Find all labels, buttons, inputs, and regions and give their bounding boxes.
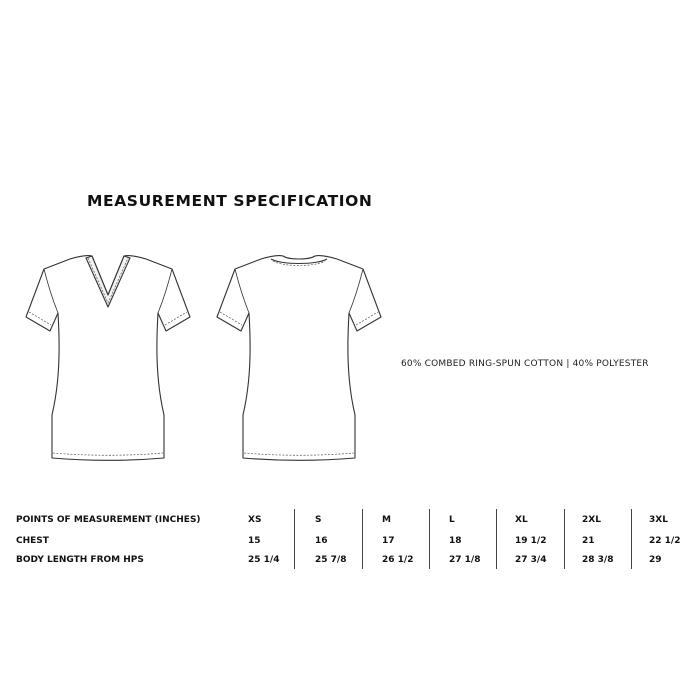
- column-divider: [631, 509, 632, 569]
- material-composition: 60% COMBED RING-SPUN COTTON | 40% POLYESTER: [401, 359, 649, 369]
- table-cell: 18: [449, 536, 462, 546]
- row-label: CHEST: [16, 536, 49, 546]
- table-cell: 25 1/4: [248, 555, 280, 565]
- table-cell: 25 7/8: [315, 555, 347, 565]
- column-divider: [496, 509, 497, 569]
- column-divider: [564, 509, 565, 569]
- size-xs: XS: [248, 515, 262, 525]
- size-l: L: [449, 515, 455, 525]
- tshirt-front-illustration: [18, 255, 198, 460]
- table-cell: 17: [382, 536, 395, 546]
- size-3xl: 3XL: [649, 515, 668, 525]
- table-cell: 28 3/8: [582, 555, 614, 565]
- header-label: POINTS OF MEASUREMENT (INCHES): [16, 515, 201, 525]
- column-divider: [429, 509, 430, 569]
- table-cell: 21: [582, 536, 595, 546]
- table-cell: 19 1/2: [515, 536, 547, 546]
- size-xl: XL: [515, 515, 528, 525]
- row-label: BODY LENGTH FROM HPS: [16, 555, 144, 565]
- table-cell: 27 3/4: [515, 555, 547, 565]
- column-divider: [362, 509, 363, 569]
- table-cell: 27 1/8: [449, 555, 481, 565]
- table-cell: 26 1/2: [382, 555, 414, 565]
- column-divider: [294, 509, 295, 569]
- table-cell: 22 1/2: [649, 536, 681, 546]
- tshirt-back-illustration: [209, 255, 389, 460]
- size-2xl: 2XL: [582, 515, 601, 525]
- size-s: S: [315, 515, 322, 525]
- table-cell: 15: [248, 536, 261, 546]
- table-cell: 29: [649, 555, 662, 565]
- table-cell: 16: [315, 536, 328, 546]
- page-title: MEASUREMENT SPECIFICATION: [87, 192, 373, 210]
- size-m: M: [382, 515, 391, 525]
